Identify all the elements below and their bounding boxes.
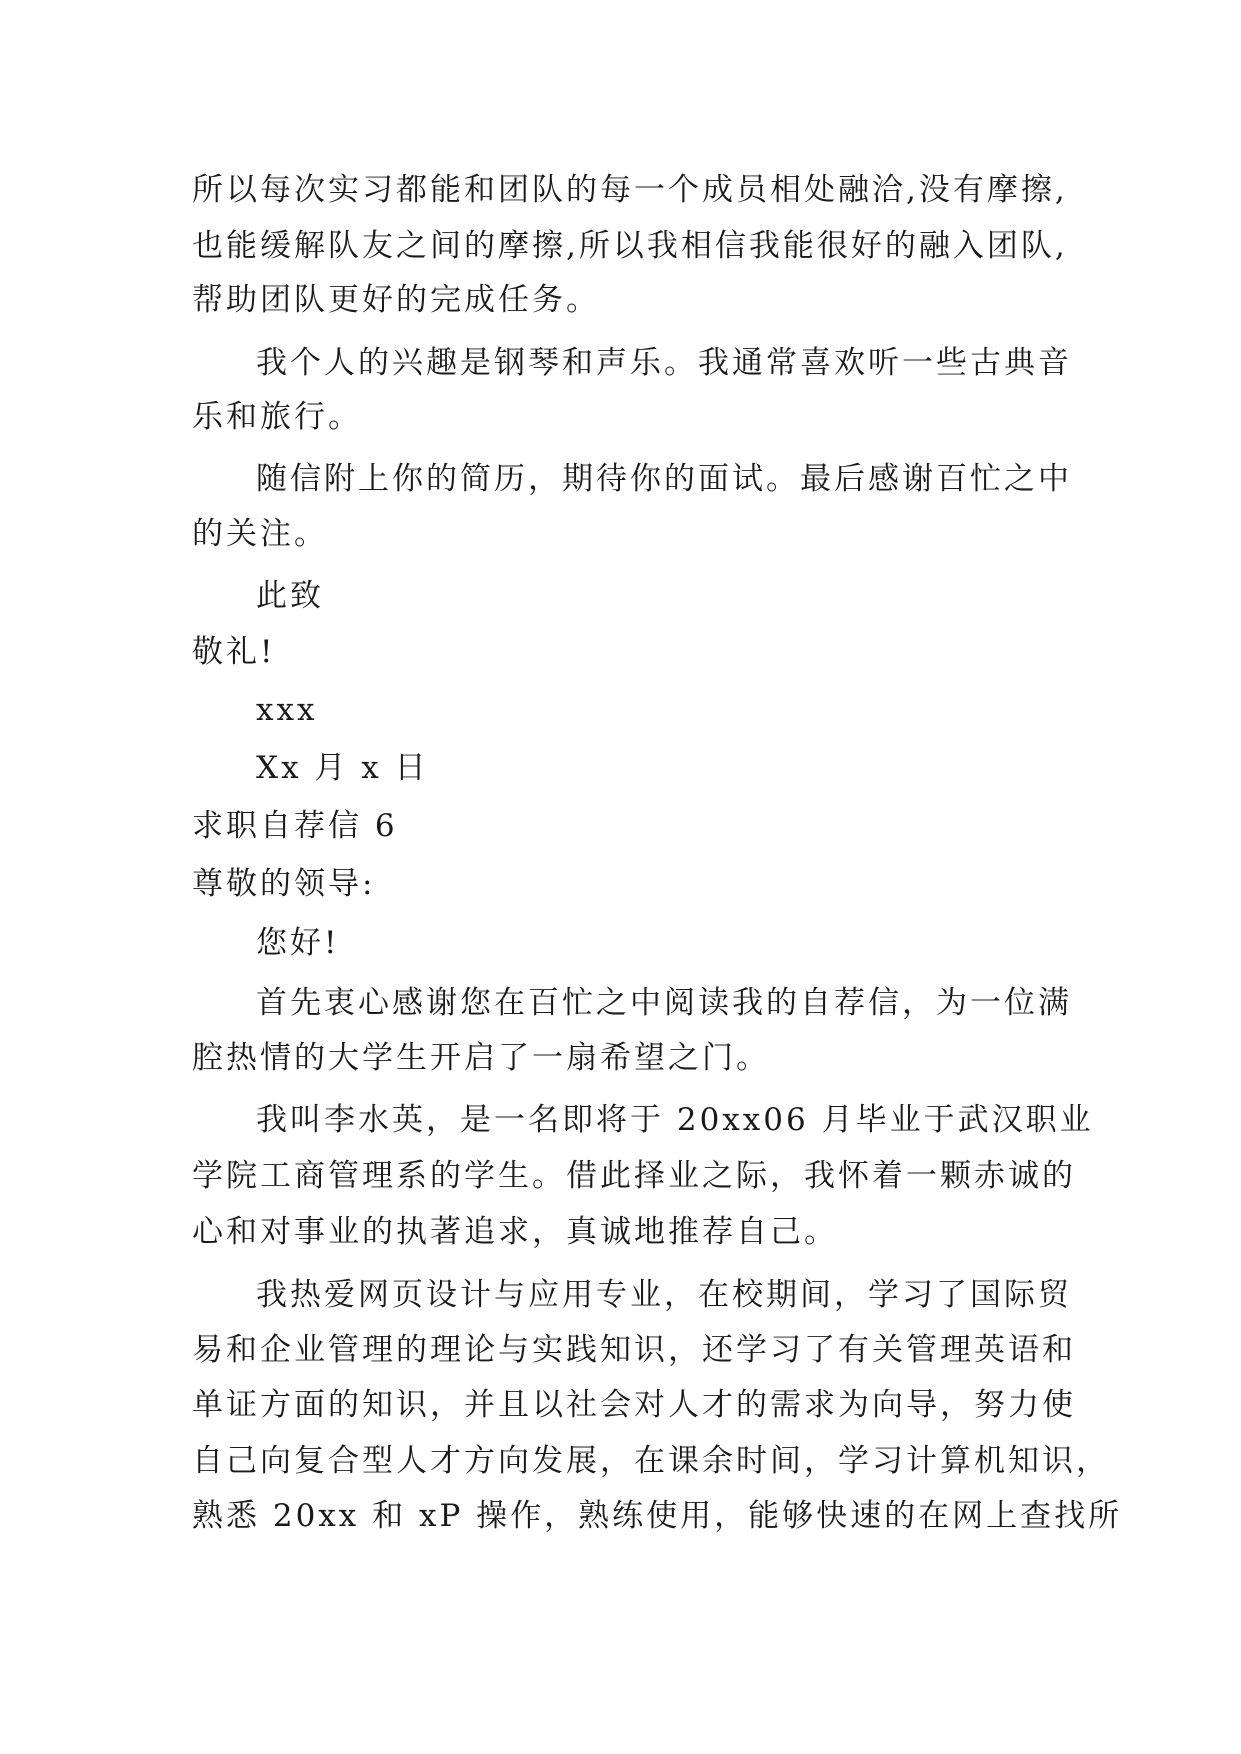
text-line: 熟悉 20xx 和 xP 操作，熟练使用，能够快速的在网上查找所: [192, 1498, 1123, 1534]
text-line: Xx 月 x 日: [256, 750, 429, 786]
text-line: 随信附上你的简历，期待你的面试。最后感谢百忙之中: [256, 461, 1072, 497]
text-line: 自己向复合型人才方向发展，在课余时间，学习计算机知识，: [192, 1443, 1110, 1479]
text-line: 此致: [256, 578, 324, 614]
text-line: 帮助团队更好的完成任务。: [192, 282, 600, 318]
text-line: 单证方面的知识，并且以社会对人才的需求为向导，努力使: [192, 1387, 1076, 1423]
text-line: 也能缓解队友之间的摩擦,所以我相信我能很好的融入团队,: [192, 228, 1068, 264]
text-line: 敬礼!: [192, 634, 276, 670]
text-line: 的关注。: [192, 516, 328, 552]
text-line: 尊敬的领导:: [192, 866, 376, 902]
text-line: 您好!: [256, 925, 340, 961]
text-line: 乐和旅行。: [192, 399, 362, 435]
text-line: 腔热情的大学生开启了一扇希望之门。: [192, 1040, 770, 1076]
text-line: 学院工商管理系的学生。借此择业之际，我怀着一颗赤诚的: [192, 1158, 1076, 1194]
text-line: 心和对事业的执著追求，真诚地推荐自己。: [192, 1214, 838, 1250]
text-line: 求职自荐信 6: [192, 808, 398, 844]
text-line: 我个人的兴趣是钢琴和声乐。我通常喜欢听一些古典音: [256, 345, 1072, 381]
text-line: 所以每次实习都能和团队的每一个成员相处融洽,没有摩擦,: [192, 172, 1068, 208]
text-line: 易和企业管理的理论与实践知识，还学习了有关管理英语和: [192, 1332, 1076, 1368]
text-line: 我叫李水英，是一名即将于 20xx06 月毕业于武汉职业: [256, 1102, 1094, 1138]
text-line: xxx: [256, 692, 318, 728]
text-line: 我热爱网页设计与应用专业，在校期间，学习了国际贸: [256, 1277, 1072, 1313]
text-line: 首先衷心感谢您在百忙之中阅读我的自荐信，为一位满: [256, 985, 1072, 1021]
